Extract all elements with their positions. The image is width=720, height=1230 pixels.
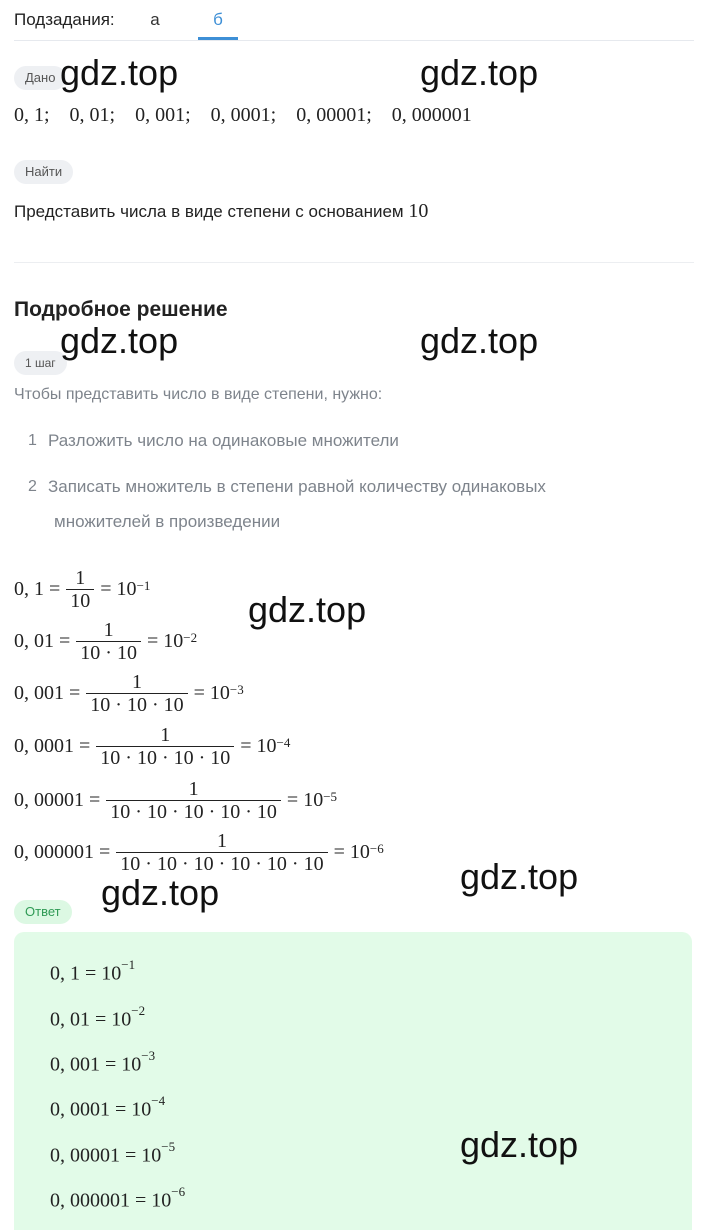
eq-lhs: 0, 001 = — [14, 681, 81, 704]
equation-4 — [14, 722, 290, 770]
eq-rhs: = 10 — [286, 788, 324, 811]
eq-numerator: 1 — [188, 777, 199, 800]
answer-chip: Ответ — [14, 900, 72, 924]
step-2-text: Записать множитель в степени равной количеству одинаковых — [48, 477, 546, 496]
given-values: 0, 1; 0, 01; 0, 001; 0, 0001; 0, 00001; 0, 000001 — [14, 104, 472, 126]
answer-expr: 0, 0001 = 10 — [50, 1098, 152, 1121]
eq-numerator: 1 — [131, 670, 142, 693]
answer-line-4 — [50, 1093, 166, 1122]
equation-5 — [14, 776, 337, 824]
solution-intro: Чтобы представить число в виде степени, нужно: — [14, 386, 383, 403]
watermark: gdz.top — [101, 872, 220, 913]
subtasks-label: Подзадания: — [14, 10, 115, 29]
answer-line-6 — [50, 1184, 186, 1213]
equation-2 — [14, 617, 197, 665]
eq-exponent: −4 — [276, 735, 291, 750]
eq-lhs: 0, 01 = — [14, 629, 71, 652]
section-divider — [14, 262, 694, 263]
eq-denominator: 10 — [66, 589, 94, 612]
eq-denominator: 10 · 10 · 10 — [86, 693, 187, 716]
answer-expr: 0, 001 = 10 — [50, 1053, 142, 1076]
watermark: gdz.top — [248, 589, 367, 630]
find-chip: Найти — [14, 160, 73, 184]
eq-lhs: 0, 1 = — [14, 577, 61, 600]
eq-numerator: 1 — [75, 566, 86, 589]
step-1-number: 1 — [28, 432, 37, 449]
step-chip: 1 шаг — [14, 351, 67, 375]
answer-expr: 0, 000001 = 10 — [50, 1189, 172, 1212]
eq-denominator: 10 · 10 · 10 · 10 — [96, 746, 234, 769]
step-2-text-cont: множителей в произведении — [54, 512, 281, 531]
watermark: gdz.top — [460, 856, 579, 897]
eq-denominator: 10 · 10 · 10 · 10 · 10 · 10 — [116, 852, 327, 875]
equation-3 — [14, 669, 244, 717]
tab-b[interactable]: б — [213, 10, 223, 29]
answer-exponent: −2 — [131, 1003, 146, 1018]
equation-1 — [14, 565, 150, 613]
eq-exponent: −1 — [136, 578, 151, 593]
eq-lhs: 0, 000001 = — [14, 840, 111, 863]
answer-exponent: −5 — [161, 1139, 176, 1154]
given-chip: Дано — [14, 66, 66, 90]
eq-exponent: −2 — [183, 630, 198, 645]
eq-exponent: −3 — [229, 682, 244, 697]
answer-line-2 — [50, 1003, 146, 1032]
equation-6 — [14, 828, 384, 876]
answer-expr: 0, 1 = 10 — [50, 962, 122, 985]
eq-fraction — [66, 567, 94, 612]
find-base: 10 — [408, 200, 429, 222]
eq-rhs: = 10 — [193, 681, 230, 704]
eq-rhs: = 10 — [333, 840, 370, 863]
eq-numerator: 1 — [216, 829, 227, 852]
eq-denominator: 10 · 10 · 10 · 10 · 10 — [106, 800, 281, 823]
watermark: gdz.top — [420, 52, 539, 93]
answer-expr: 0, 00001 = 10 — [50, 1144, 162, 1167]
subtasks-bar — [14, 0, 694, 41]
tab-a[interactable]: а — [150, 10, 160, 29]
find-text — [14, 200, 428, 223]
eq-fraction — [86, 671, 187, 716]
eq-rhs: = 10 — [146, 629, 184, 652]
eq-exponent: −6 — [369, 841, 384, 856]
watermark: gdz.top — [60, 320, 179, 361]
eq-numerator: 1 — [160, 723, 171, 746]
solution-heading: Подробное решение — [14, 298, 228, 321]
answer-box — [14, 932, 692, 1230]
answer-line-1 — [50, 957, 136, 986]
eq-fraction — [116, 830, 327, 875]
answer-line-5 — [50, 1139, 176, 1168]
eq-rhs: = 10 — [100, 577, 137, 600]
eq-fraction — [76, 619, 141, 664]
eq-denominator: 10 · 10 — [76, 641, 141, 664]
eq-numerator: 1 — [103, 618, 114, 641]
answer-expr: 0, 01 = 10 — [50, 1008, 132, 1031]
answer-exponent: −4 — [151, 1093, 166, 1108]
find-text-label: Представить числа в виде степени с основанием — [14, 202, 404, 221]
watermark: gdz.top — [460, 1124, 579, 1165]
answer-line-3 — [50, 1048, 156, 1077]
answer-exponent: −1 — [121, 957, 136, 972]
eq-fraction — [96, 724, 234, 769]
step-1-text: Разложить число на одинаковые множители — [48, 431, 399, 450]
answer-exponent: −6 — [171, 1184, 186, 1199]
step-2-number: 2 — [28, 478, 37, 495]
watermark: gdz.top — [60, 52, 179, 93]
eq-lhs: 0, 0001 = — [14, 734, 91, 757]
eq-rhs: = 10 — [240, 734, 277, 757]
eq-lhs: 0, 00001 = — [14, 788, 101, 811]
active-tab-indicator — [198, 37, 238, 40]
eq-exponent: −5 — [323, 789, 338, 804]
eq-fraction — [106, 778, 281, 823]
watermark: gdz.top — [420, 320, 539, 361]
answer-exponent: −3 — [141, 1048, 156, 1063]
